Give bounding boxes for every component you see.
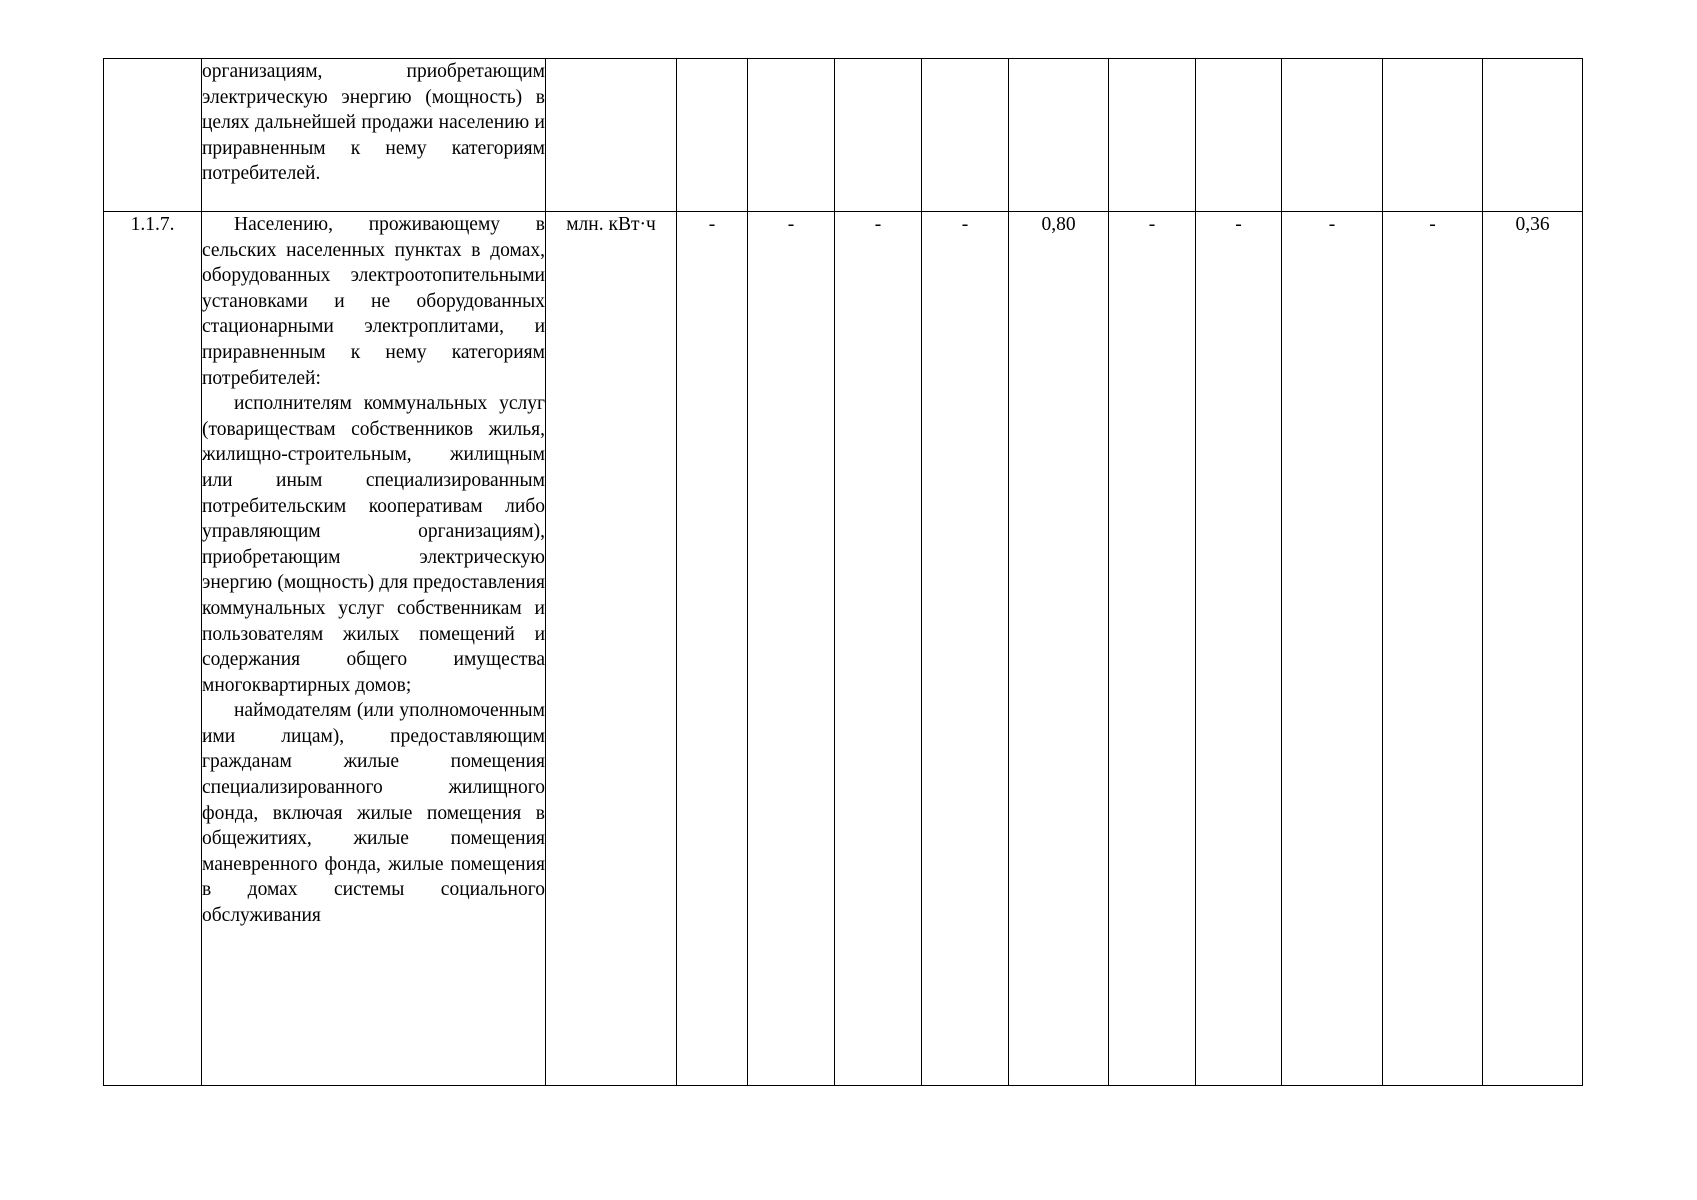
description-paragraph: Населению, проживающему в сельских населенных пунктах в домах, оборудованных электроотопительными установками и не оборудованных стационарными электроплитами, и приравненным к нему категориям потребителей: (202, 214, 545, 389)
value-cell: - (835, 212, 922, 1086)
description-paragraph: наймодателям (или уполномоченным ими лицам), предоставляющим гражданам жилые помещения специализированного жилищного фонда, включая жилые помещения в общежитиях, жилые помещения маневренного фонда, жилые помещения в домах системы социального обслуживания (202, 700, 545, 927)
value-cell (1383, 59, 1483, 212)
value-cell: 0,80 (1009, 212, 1109, 1086)
description-paragraph: организациям, приобретающим электрическую энергию (мощность) в целях дальнейшей продажи населению и приравненным к нему категориям потребителей. (202, 61, 545, 185)
value-cell (1282, 59, 1383, 212)
row-description (202, 212, 546, 1086)
description-content (202, 212, 545, 1085)
value-cell: - (1196, 212, 1282, 1086)
value-cell (1483, 59, 1583, 212)
value-cell (1109, 59, 1196, 212)
value-cell: - (1282, 212, 1383, 1086)
row-number (104, 59, 202, 212)
unit-cell: млн. кВт·ч (546, 212, 677, 1086)
row-number: 1.1.7. (104, 212, 202, 1086)
value-cell (835, 59, 922, 212)
value-cell (922, 59, 1009, 212)
value-cell: - (1383, 212, 1483, 1086)
table-row (104, 212, 1583, 1086)
value-cell (1196, 59, 1282, 212)
value-cell (677, 59, 748, 212)
description-paragraph: исполнителям коммунальных услуг (товариществам собственников жилья, жилищно-строительным, жилищным или иным специализированным потребительским кооперативам либо управляющим организациям), приобретающим электрическую энергию (мощность) для предоставления коммунальных услуг собственникам и пользователям жилых помещений и содержания общего имущества многоквартирных домов; (202, 393, 545, 696)
value-cell: - (922, 212, 1009, 1086)
value-cell: - (1109, 212, 1196, 1086)
value-cell (748, 59, 835, 212)
value-cell (1009, 59, 1109, 212)
unit-cell (546, 59, 677, 212)
value-cell: 0,36 (1483, 212, 1583, 1086)
row-description (202, 59, 546, 212)
value-cell: - (748, 212, 835, 1086)
tariff-table (103, 58, 1583, 1086)
table-row (104, 59, 1583, 212)
value-cell: - (677, 212, 748, 1086)
